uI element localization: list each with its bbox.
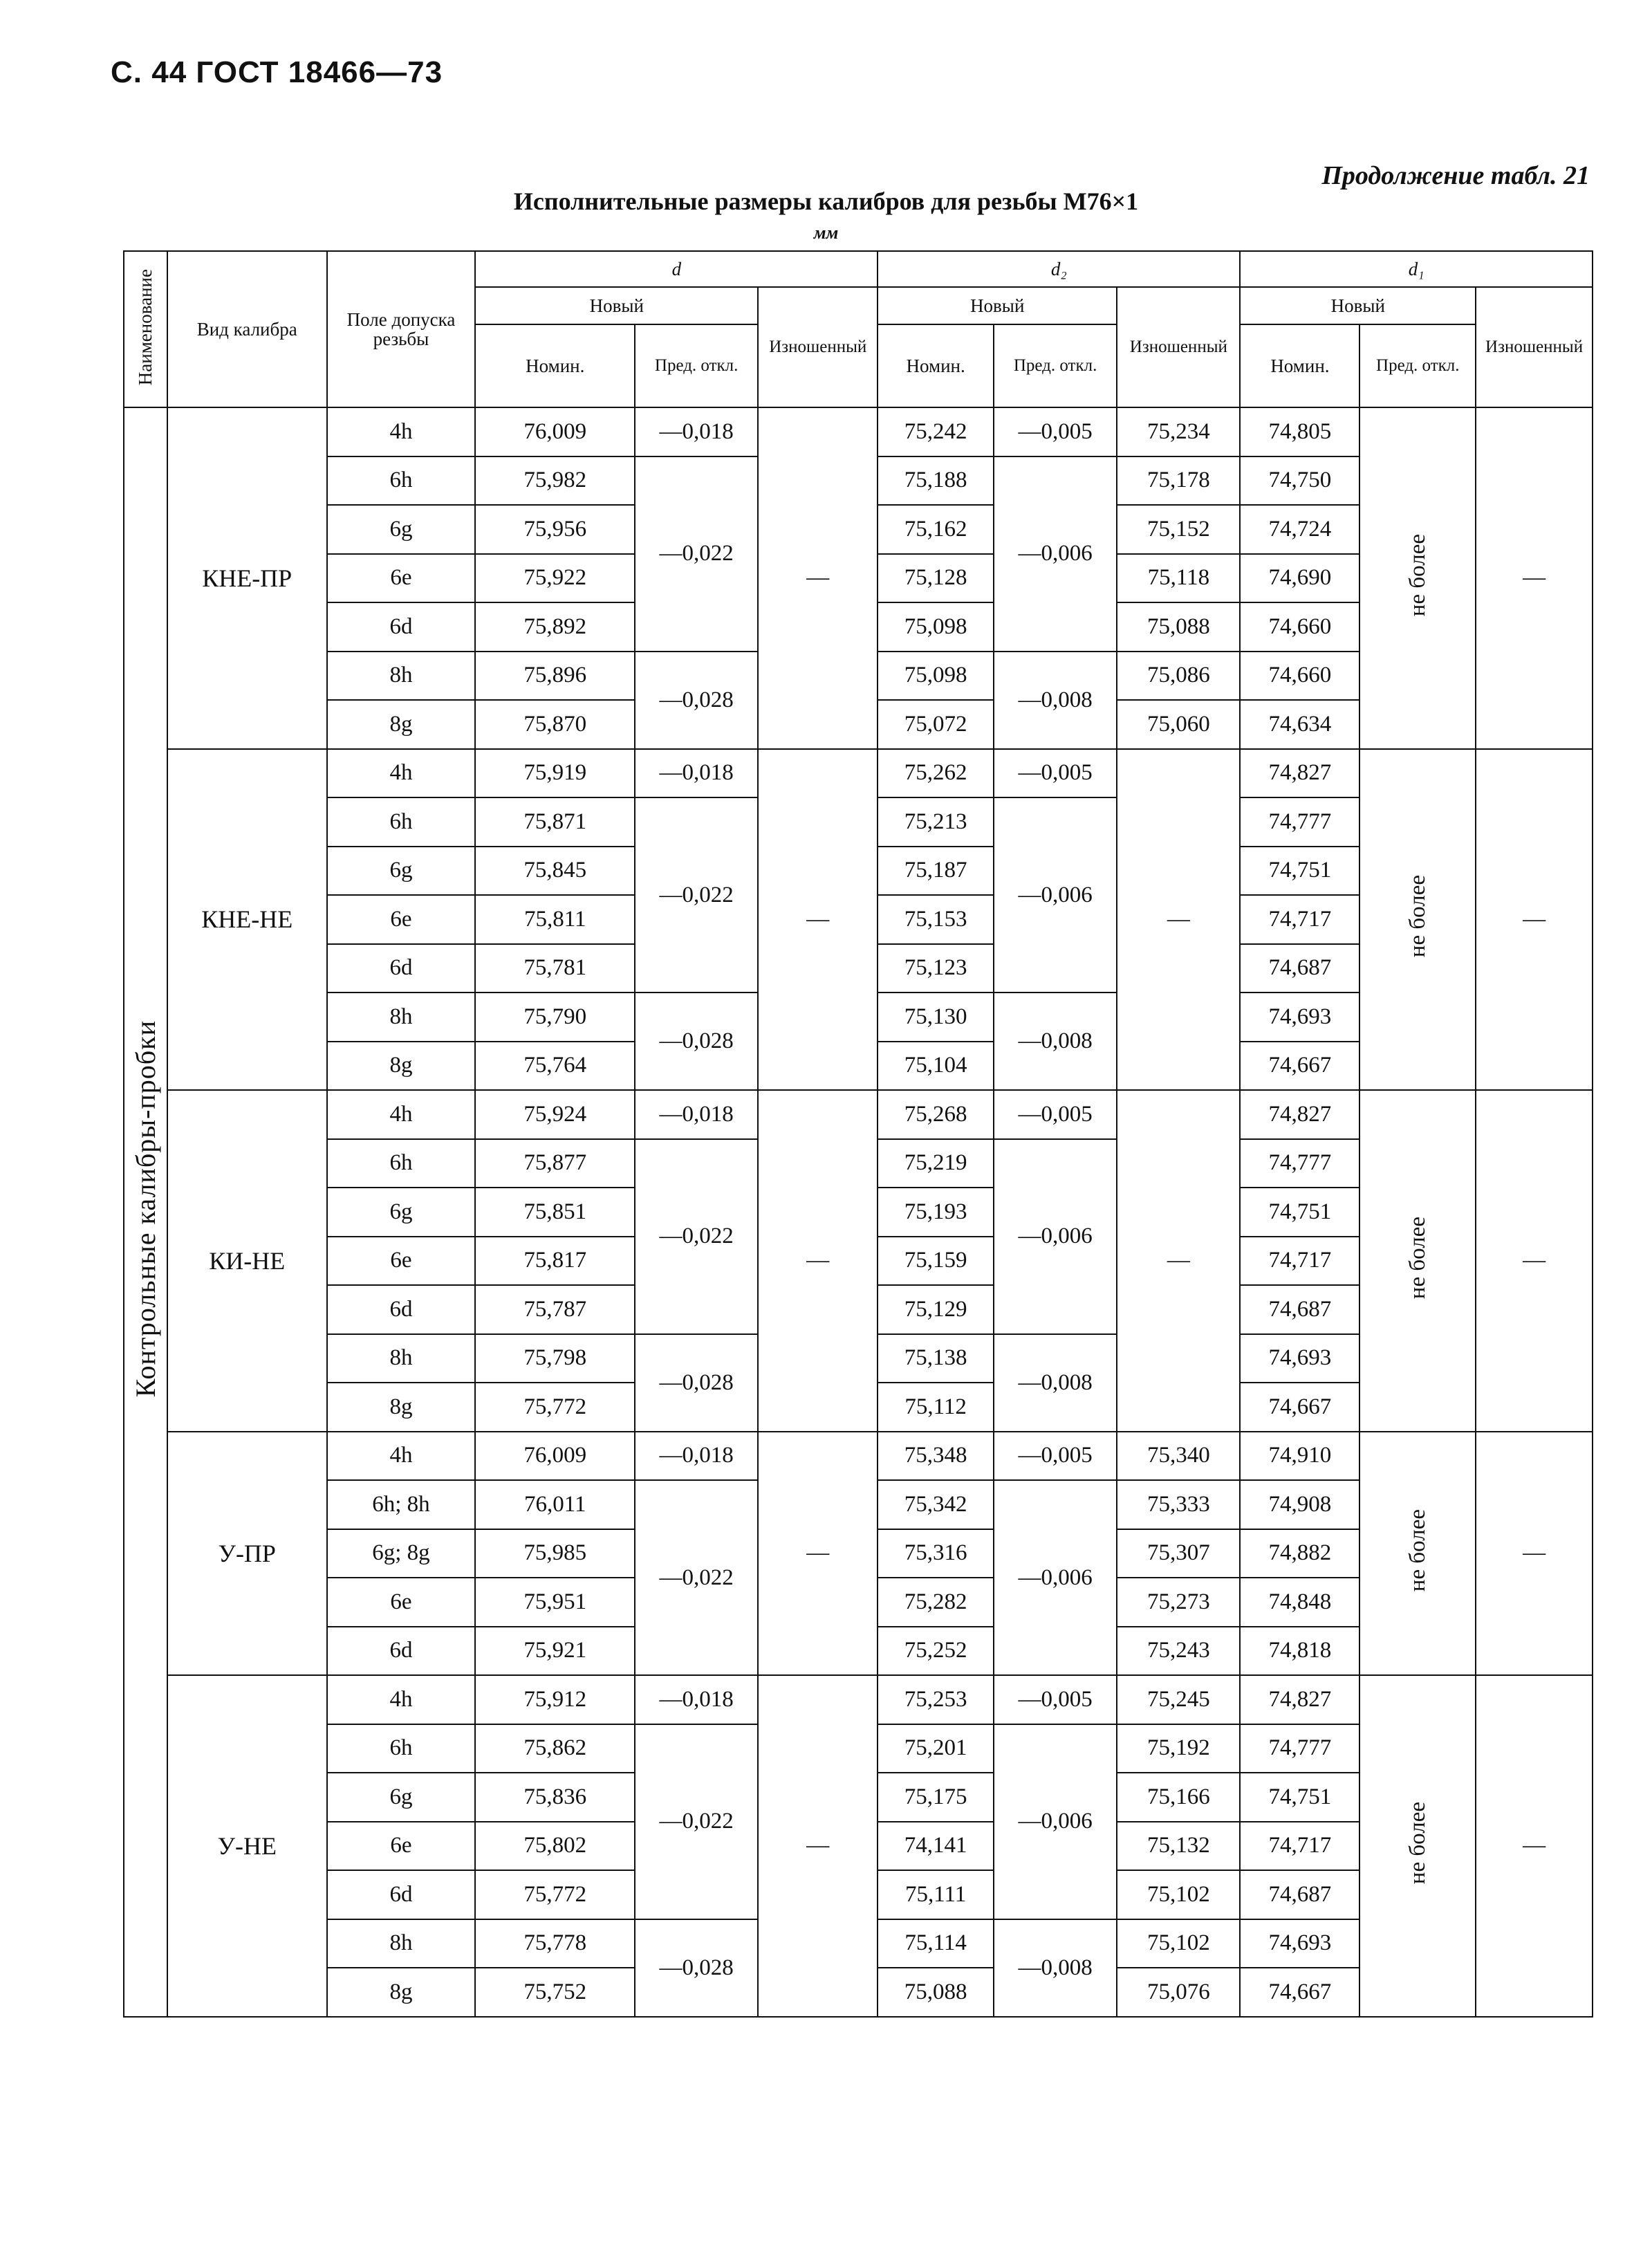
d-nominal-cell: 75,752 [475, 1968, 635, 2017]
d1-worn-cell: — [1476, 749, 1593, 1091]
table-unit: мм [813, 223, 839, 243]
d-nominal-cell: 75,781 [475, 944, 635, 993]
d1-nominal-cell: 74,827 [1240, 749, 1359, 798]
header-gauge-type: Вид калибра [167, 251, 327, 407]
tolerance-cell: 8g [327, 1383, 476, 1432]
d2-nominal-cell: 75,175 [878, 1773, 994, 1822]
d-nominal-cell: 75,951 [475, 1578, 635, 1627]
d2-nominal-cell: 75,159 [878, 1237, 994, 1286]
tolerance-cell: 6d [327, 602, 476, 652]
d-nominal-cell: 76,009 [475, 1432, 635, 1481]
d-deviation-cell: —0,022 [635, 456, 758, 652]
d-worn-cell: — [758, 1675, 878, 2017]
d-nominal-cell: 75,871 [475, 797, 635, 847]
d1-nominal-cell: 74,660 [1240, 652, 1359, 701]
tolerance-cell: 8h [327, 993, 476, 1042]
d2-nominal-cell: 75,268 [878, 1090, 994, 1139]
d1-nominal-cell: 74,717 [1240, 895, 1359, 944]
header-d2-deviation: Пред. откл. [994, 324, 1117, 407]
d2-worn-cell: 75,086 [1117, 652, 1240, 701]
d-worn-cell: — [758, 1090, 878, 1432]
header-d1-nominal: Номин. [1240, 324, 1359, 407]
d1-nominal-cell: 74,751 [1240, 847, 1359, 896]
d-deviation-cell: —0,018 [635, 407, 758, 456]
d2-worn-cell: 75,307 [1117, 1529, 1240, 1578]
d-deviation-cell: —0,022 [635, 797, 758, 993]
d-deviation-cell: —0,022 [635, 1724, 758, 1919]
gauge-type-kne-ne: КНЕ-НЕ [167, 749, 327, 1091]
d-nominal-cell: 75,787 [475, 1285, 635, 1334]
table-header [124, 251, 1593, 407]
d2-worn-cell: 75,166 [1117, 1773, 1240, 1822]
d2-nominal-cell: 75,129 [878, 1285, 994, 1334]
d1-nominal-cell: 74,724 [1240, 505, 1359, 554]
d-nominal-cell: 76,011 [475, 1480, 635, 1529]
tolerance-cell: 6g [327, 847, 476, 896]
d2-nominal-cell: 75,098 [878, 602, 994, 652]
d1-nominal-cell: 74,882 [1240, 1529, 1359, 1578]
d-deviation-cell: —0,018 [635, 1432, 758, 1481]
d1-deviation-cell: не более [1359, 1675, 1476, 2017]
d1-nominal-cell: 74,717 [1240, 1822, 1359, 1871]
tolerance-cell: 8g [327, 1042, 476, 1091]
d2-nominal-cell: 75,253 [878, 1675, 994, 1724]
d2-nominal-cell: 75,111 [878, 1870, 994, 1919]
d1-nominal-cell: 74,693 [1240, 993, 1359, 1042]
d1-nominal-cell: 74,687 [1240, 1870, 1359, 1919]
d2-nominal-cell: 75,123 [878, 944, 994, 993]
d2-worn-cell: — [1117, 749, 1240, 1091]
d1-nominal-cell: 74,667 [1240, 1042, 1359, 1091]
d-nominal-cell: 75,912 [475, 1675, 635, 1724]
header-tolerance: Поле допуска резьбы [327, 251, 476, 407]
d-deviation-cell: —0,018 [635, 1675, 758, 1724]
tolerance-cell: 8g [327, 700, 476, 749]
header-d-deviation: Пред. откл. [635, 324, 758, 407]
tolerance-cell: 6h [327, 1724, 476, 1773]
d-deviation-cell: —0,022 [635, 1480, 758, 1675]
tolerance-cell: 6g [327, 505, 476, 554]
d-nominal-cell: 75,985 [475, 1529, 635, 1578]
d-nominal-cell: 75,790 [475, 993, 635, 1042]
header-d: d [475, 251, 878, 287]
header-d1-deviation: Пред. откл. [1359, 324, 1476, 407]
d2-worn-cell: 75,088 [1117, 602, 1240, 652]
d1-nominal-cell: 74,667 [1240, 1968, 1359, 2017]
d1-nominal-cell: 74,751 [1240, 1773, 1359, 1822]
header-d1-worn: Изношенный [1476, 287, 1593, 407]
d2-deviation-cell: —0,008 [994, 1334, 1117, 1432]
d-nominal-cell: 75,845 [475, 847, 635, 896]
d2-worn-cell: 75,118 [1117, 554, 1240, 603]
d-nominal-cell: 75,862 [475, 1724, 635, 1773]
d-nominal-cell: 75,870 [475, 700, 635, 749]
d1-nominal-cell: 74,717 [1240, 1237, 1359, 1286]
tolerance-cell: 6d [327, 1285, 476, 1334]
d2-worn-cell: — [1117, 1090, 1240, 1432]
d2-nominal-cell: 75,114 [878, 1919, 994, 1968]
tolerance-cell: 8h [327, 1334, 476, 1383]
header-d2-worn: Изношенный [1117, 287, 1240, 407]
d-nominal-cell: 75,851 [475, 1188, 635, 1237]
d-nominal-cell: 75,922 [475, 554, 635, 603]
d-nominal-cell: 75,772 [475, 1870, 635, 1919]
gauge-type-u-ne: У-НЕ [167, 1675, 327, 2017]
d2-nominal-cell: 75,088 [878, 1968, 994, 2017]
d2-nominal-cell: 75,072 [878, 700, 994, 749]
tolerance-cell: 8g [327, 1968, 476, 2017]
tolerance-cell: 6g [327, 1188, 476, 1237]
d1-deviation-cell: не более [1359, 749, 1476, 1091]
d2-worn-cell: 75,076 [1117, 1968, 1240, 2017]
d-nominal-cell: 75,811 [475, 895, 635, 944]
tolerance-cell: 4h [327, 407, 476, 456]
gauge-dimensions-table [123, 250, 1593, 2018]
tolerance-cell: 6h; 8h [327, 1480, 476, 1529]
d-nominal-cell: 75,956 [475, 505, 635, 554]
page-header: С. 44 ГОСТ 18466—73 [111, 55, 443, 89]
d-nominal-cell: 75,817 [475, 1237, 635, 1286]
d2-deviation-cell: —0,006 [994, 1724, 1117, 1919]
d1-deviation-cell: не более [1359, 1090, 1476, 1432]
d1-nominal-cell: 74,687 [1240, 944, 1359, 993]
d2-worn-cell: 75,340 [1117, 1432, 1240, 1481]
d1-nominal-cell: 74,693 [1240, 1334, 1359, 1383]
d2-deviation-cell: —0,008 [994, 1919, 1117, 2017]
d1-nominal-cell: 74,750 [1240, 456, 1359, 506]
tolerance-cell: 6g [327, 1773, 476, 1822]
d-nominal-cell: 75,836 [475, 1773, 635, 1822]
d2-deviation-cell: —0,006 [994, 1139, 1117, 1334]
header-d-nominal: Номин. [475, 324, 635, 407]
d-deviation-cell: —0,028 [635, 652, 758, 749]
d2-nominal-cell: 75,242 [878, 407, 994, 456]
d1-nominal-cell: 74,690 [1240, 554, 1359, 603]
table-title: Исполнительные размеры калибров для резьбы М76×1 [513, 187, 1139, 215]
d2-nominal-cell: 75,262 [878, 749, 994, 798]
tolerance-cell: 6e [327, 1578, 476, 1627]
tolerance-cell: 6g; 8g [327, 1529, 476, 1578]
header-d2-new: Новый [878, 287, 1117, 324]
d2-worn-cell: 75,178 [1117, 456, 1240, 506]
d1-nominal-cell: 74,827 [1240, 1675, 1359, 1724]
d2-worn-cell: 75,152 [1117, 505, 1240, 554]
tolerance-cell: 4h [327, 749, 476, 798]
d1-nominal-cell: 74,667 [1240, 1383, 1359, 1432]
d-nominal-cell: 75,802 [475, 1822, 635, 1871]
group-name: Контрольные калибры-пробки [129, 1020, 161, 1398]
d-nominal-cell: 75,798 [475, 1334, 635, 1383]
header-d2-nominal: Номин. [878, 324, 994, 407]
d-nominal-cell: 75,924 [475, 1090, 635, 1139]
tolerance-cell: 4h [327, 1090, 476, 1139]
d2-nominal-cell: 75,128 [878, 554, 994, 603]
gauge-type-ki-ne: КИ-НЕ [167, 1090, 327, 1432]
table-row [124, 1090, 1593, 1139]
tolerance-cell: 6h [327, 456, 476, 506]
group-name-cell [124, 407, 167, 2017]
d2-deviation-cell: —0,006 [994, 797, 1117, 993]
d2-nominal-cell: 74,141 [878, 1822, 994, 1871]
d1-nominal-cell: 74,908 [1240, 1480, 1359, 1529]
d1-nominal-cell: 74,777 [1240, 797, 1359, 847]
d-deviation-cell: —0,028 [635, 1334, 758, 1432]
table-row [124, 407, 1593, 456]
d1-worn-cell: — [1476, 407, 1593, 749]
d1-worn-cell: — [1476, 1090, 1593, 1432]
d1-nominal-cell: 74,751 [1240, 1188, 1359, 1237]
d2-deviation-cell: —0,008 [994, 652, 1117, 749]
d-nominal-cell: 75,921 [475, 1627, 635, 1676]
tolerance-cell: 6e [327, 554, 476, 603]
d2-nominal-cell: 75,252 [878, 1627, 994, 1676]
d2-worn-cell: 75,273 [1117, 1578, 1240, 1627]
d1-nominal-cell: 74,777 [1240, 1139, 1359, 1188]
tolerance-cell: 6e [327, 1237, 476, 1286]
d1-nominal-cell: 74,693 [1240, 1919, 1359, 1968]
table-row [124, 1432, 1593, 1481]
header-d-new: Новый [475, 287, 758, 324]
d1-nominal-cell: 74,818 [1240, 1627, 1359, 1676]
d2-deviation-cell: —0,006 [994, 456, 1117, 652]
d2-nominal-cell: 75,348 [878, 1432, 994, 1481]
d2-worn-cell: 75,245 [1117, 1675, 1240, 1724]
d2-nominal-cell: 75,188 [878, 456, 994, 506]
d1-nominal-cell: 74,687 [1240, 1285, 1359, 1334]
d2-nominal-cell: 75,219 [878, 1139, 994, 1188]
d2-nominal-cell: 75,342 [878, 1480, 994, 1529]
tolerance-cell: 4h [327, 1432, 476, 1481]
d2-nominal-cell: 75,104 [878, 1042, 994, 1091]
d2-worn-cell: 75,243 [1117, 1627, 1240, 1676]
d2-deviation-cell: —0,005 [994, 407, 1117, 456]
d-deviation-cell: —0,028 [635, 1919, 758, 2017]
table-continuation-note: Продолжение табл. 21 [1321, 161, 1590, 190]
table-row [124, 1675, 1593, 1724]
gauge-dimensions-table-wrapper [123, 250, 1593, 2018]
d-deviation-cell: —0,022 [635, 1139, 758, 1334]
d1-nominal-cell: 74,660 [1240, 602, 1359, 652]
d-nominal-cell: 75,772 [475, 1383, 635, 1432]
gauge-type-u-pr: У-ПР [167, 1432, 327, 1676]
d2-worn-cell: 75,333 [1117, 1480, 1240, 1529]
d-nominal-cell: 76,009 [475, 407, 635, 456]
d2-nominal-cell: 75,162 [878, 505, 994, 554]
tolerance-cell: 8h [327, 652, 476, 701]
tolerance-cell: 6d [327, 944, 476, 993]
tolerance-cell: 4h [327, 1675, 476, 1724]
d1-nominal-cell: 74,827 [1240, 1090, 1359, 1139]
d2-worn-cell: 75,102 [1117, 1870, 1240, 1919]
d2-worn-cell: 75,192 [1117, 1724, 1240, 1773]
d2-nominal-cell: 75,193 [878, 1188, 994, 1237]
d-deviation-cell: —0,018 [635, 1090, 758, 1139]
tolerance-cell: 8h [327, 1919, 476, 1968]
d2-worn-cell: 75,234 [1117, 407, 1240, 456]
d1-nominal-cell: 74,634 [1240, 700, 1359, 749]
d2-nominal-cell: 75,187 [878, 847, 994, 896]
d2-deviation-cell: —0,006 [994, 1480, 1117, 1675]
d2-nominal-cell: 75,112 [878, 1383, 994, 1432]
d-nominal-cell: 75,892 [475, 602, 635, 652]
tolerance-cell: 6d [327, 1627, 476, 1676]
d2-deviation-cell: —0,005 [994, 1090, 1117, 1139]
header-d-worn: Изношенный [758, 287, 878, 407]
d-nominal-cell: 75,896 [475, 652, 635, 701]
d1-worn-cell: — [1476, 1432, 1593, 1676]
d-nominal-cell: 75,877 [475, 1139, 635, 1188]
table-body [124, 407, 1593, 2017]
header-d1-new: Новый [1240, 287, 1476, 324]
d-worn-cell: — [758, 749, 878, 1091]
d2-nominal-cell: 75,098 [878, 652, 994, 701]
d-nominal-cell: 75,919 [475, 749, 635, 798]
header-d1: d₁ [1240, 251, 1593, 287]
d2-nominal-cell: 75,282 [878, 1578, 994, 1627]
table-row [124, 749, 1593, 798]
tolerance-cell: 6e [327, 1822, 476, 1871]
header-d2: d₂ [878, 251, 1240, 287]
d1-nominal-cell: 74,777 [1240, 1724, 1359, 1773]
d2-nominal-cell: 75,213 [878, 797, 994, 847]
d-deviation-cell: —0,028 [635, 993, 758, 1090]
d2-worn-cell: 75,132 [1117, 1822, 1240, 1871]
d-nominal-cell: 75,778 [475, 1919, 635, 1968]
tolerance-cell: 6h [327, 1139, 476, 1188]
d-nominal-cell: 75,764 [475, 1042, 635, 1091]
d2-deviation-cell: —0,005 [994, 1675, 1117, 1724]
d-deviation-cell: —0,018 [635, 749, 758, 798]
tolerance-cell: 6e [327, 895, 476, 944]
d2-nominal-cell: 75,153 [878, 895, 994, 944]
d-worn-cell: — [758, 1432, 878, 1676]
tolerance-cell: 6d [327, 1870, 476, 1919]
d1-worn-cell: — [1476, 1675, 1593, 2017]
gauge-type-kne-pr: КНЕ-ПР [167, 407, 327, 749]
d2-nominal-cell: 75,316 [878, 1529, 994, 1578]
d2-nominal-cell: 75,138 [878, 1334, 994, 1383]
d2-deviation-cell: —0,005 [994, 749, 1117, 798]
d2-deviation-cell: —0,005 [994, 1432, 1117, 1481]
d1-deviation-cell: не более [1359, 407, 1476, 749]
d2-worn-cell: 75,060 [1117, 700, 1240, 749]
d-nominal-cell: 75,982 [475, 456, 635, 506]
d1-nominal-cell: 74,910 [1240, 1432, 1359, 1481]
d-worn-cell: — [758, 407, 878, 749]
header-name: Наименование [124, 251, 167, 407]
d1-nominal-cell: 74,848 [1240, 1578, 1359, 1627]
d1-deviation-cell: не более [1359, 1432, 1476, 1676]
tolerance-cell: 6h [327, 797, 476, 847]
d2-worn-cell: 75,102 [1117, 1919, 1240, 1968]
d2-nominal-cell: 75,201 [878, 1724, 994, 1773]
d2-deviation-cell: —0,008 [994, 993, 1117, 1090]
d1-nominal-cell: 74,805 [1240, 407, 1359, 456]
d2-nominal-cell: 75,130 [878, 993, 994, 1042]
